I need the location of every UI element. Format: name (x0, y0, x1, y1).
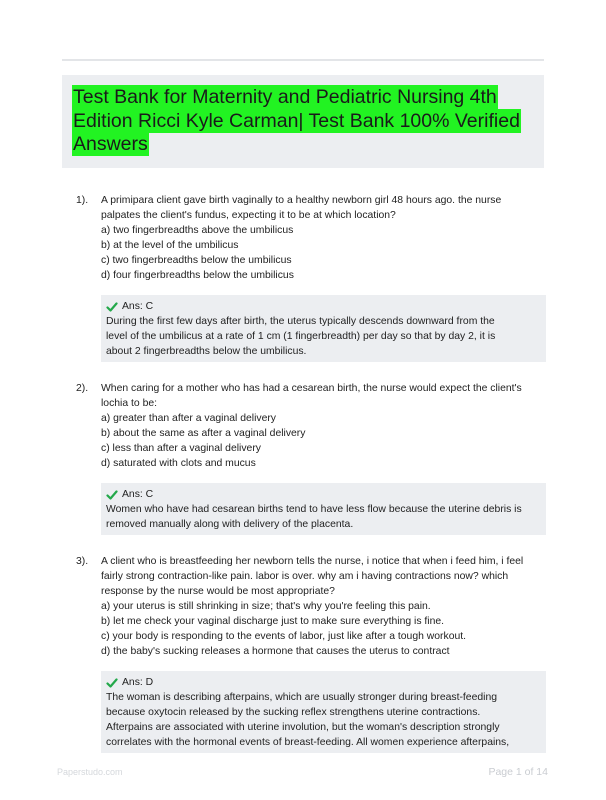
option-b: b) at the level of the umbilicus (101, 240, 239, 251)
option-d: d) four fingerbreadths below the umbilicus (101, 270, 294, 281)
question-stem: When caring for a mother who has had a cesarean birth, the nurse would expect the client's lochia to be: (101, 383, 522, 409)
page-number: Page 1 of 14 (488, 766, 548, 778)
explanation-line: The woman is describing afterpains, which are usually stronger during breast-feeding (106, 692, 498, 703)
option-d: d) saturated with clots and mucus (101, 458, 256, 469)
question-number: 2). (76, 383, 89, 394)
check-icon (106, 677, 118, 689)
explanation-line: level of the umbilicus at a rate of 1 cm (1 fingerbreadth) per day so that by day 2, it is (106, 331, 496, 342)
top-divider (62, 59, 544, 61)
answer-box (101, 295, 546, 362)
option-b: b) let me check your vaginal discharge just to make sure everything is fine. (101, 616, 445, 627)
answer-box (101, 483, 546, 535)
question-1 (76, 193, 546, 362)
answer-box (101, 671, 546, 753)
explanation-line: about 2 fingerbreadths below the umbilicus. (106, 346, 307, 357)
option-c: c) two fingerbreadths below the umbilicus (101, 255, 292, 266)
option-c: c) your body is responding to the events of labor, just like after a tough workout. (101, 631, 467, 642)
question-stem: A primipara client gave birth vaginally to a healthy newborn girl 48 hours ago. the nurse palpates the client's fundus, expecting it to be at which location? (101, 195, 502, 221)
question-number: 3). (76, 556, 89, 567)
question-3 (76, 554, 546, 753)
question-stem: A client who is breastfeeding her newborn tells the nurse, i notice that when i feed him, i feel fairly strong contraction-like pain. labor is over. why am i having contractions now? which response by the nurse would be most appropriate? (101, 556, 524, 597)
explanation-line: because oxytocin released by the sucking reflex strengthens uterine contractions. (106, 707, 481, 718)
check-icon (106, 489, 118, 501)
option-a: a) two fingerbreadths above the umbilicus (101, 225, 294, 236)
option-b: b) about the same as after a vaginal delivery (101, 428, 306, 439)
explanation-line: removed manually along with delivery of the placenta. (106, 519, 354, 530)
document-title: Test Bank for Maternity and Pediatric Nursing 4th Edition Ricci Kyle Carman| Test Bank 100% Verified Answers (73, 86, 520, 155)
answer-label: Ans: D (122, 677, 154, 688)
explanation-line: Afterpains are associated with uterine involution, but the woman's description strongly (106, 722, 500, 733)
footer-site-name: Paperstudo.com (57, 767, 123, 777)
question-number: 1). (76, 195, 89, 206)
answer-label: Ans: C (122, 301, 154, 312)
question-2 (76, 381, 546, 535)
option-c: c) less than after a vaginal delivery (101, 443, 261, 454)
answer-label: Ans: C (122, 489, 154, 500)
explanation-line: During the first few days after birth, the uterus typically descends downward from the (106, 316, 495, 327)
check-icon (106, 301, 118, 313)
explanation-line: Women who have had cesarean births tend to have less flow because the uterine debris is (106, 504, 522, 515)
option-d: d) the baby's sucking releases a hormone that causes the uterus to contract (101, 646, 450, 657)
explanation-line: correlates with the hormonal events of breast-feeding. All women experience afterpains, (106, 737, 510, 748)
option-a: a) greater than after a vaginal delivery (101, 413, 277, 424)
option-a: a) your uterus is still shrinking in size; that's why you're feeling this pain. (101, 601, 431, 612)
